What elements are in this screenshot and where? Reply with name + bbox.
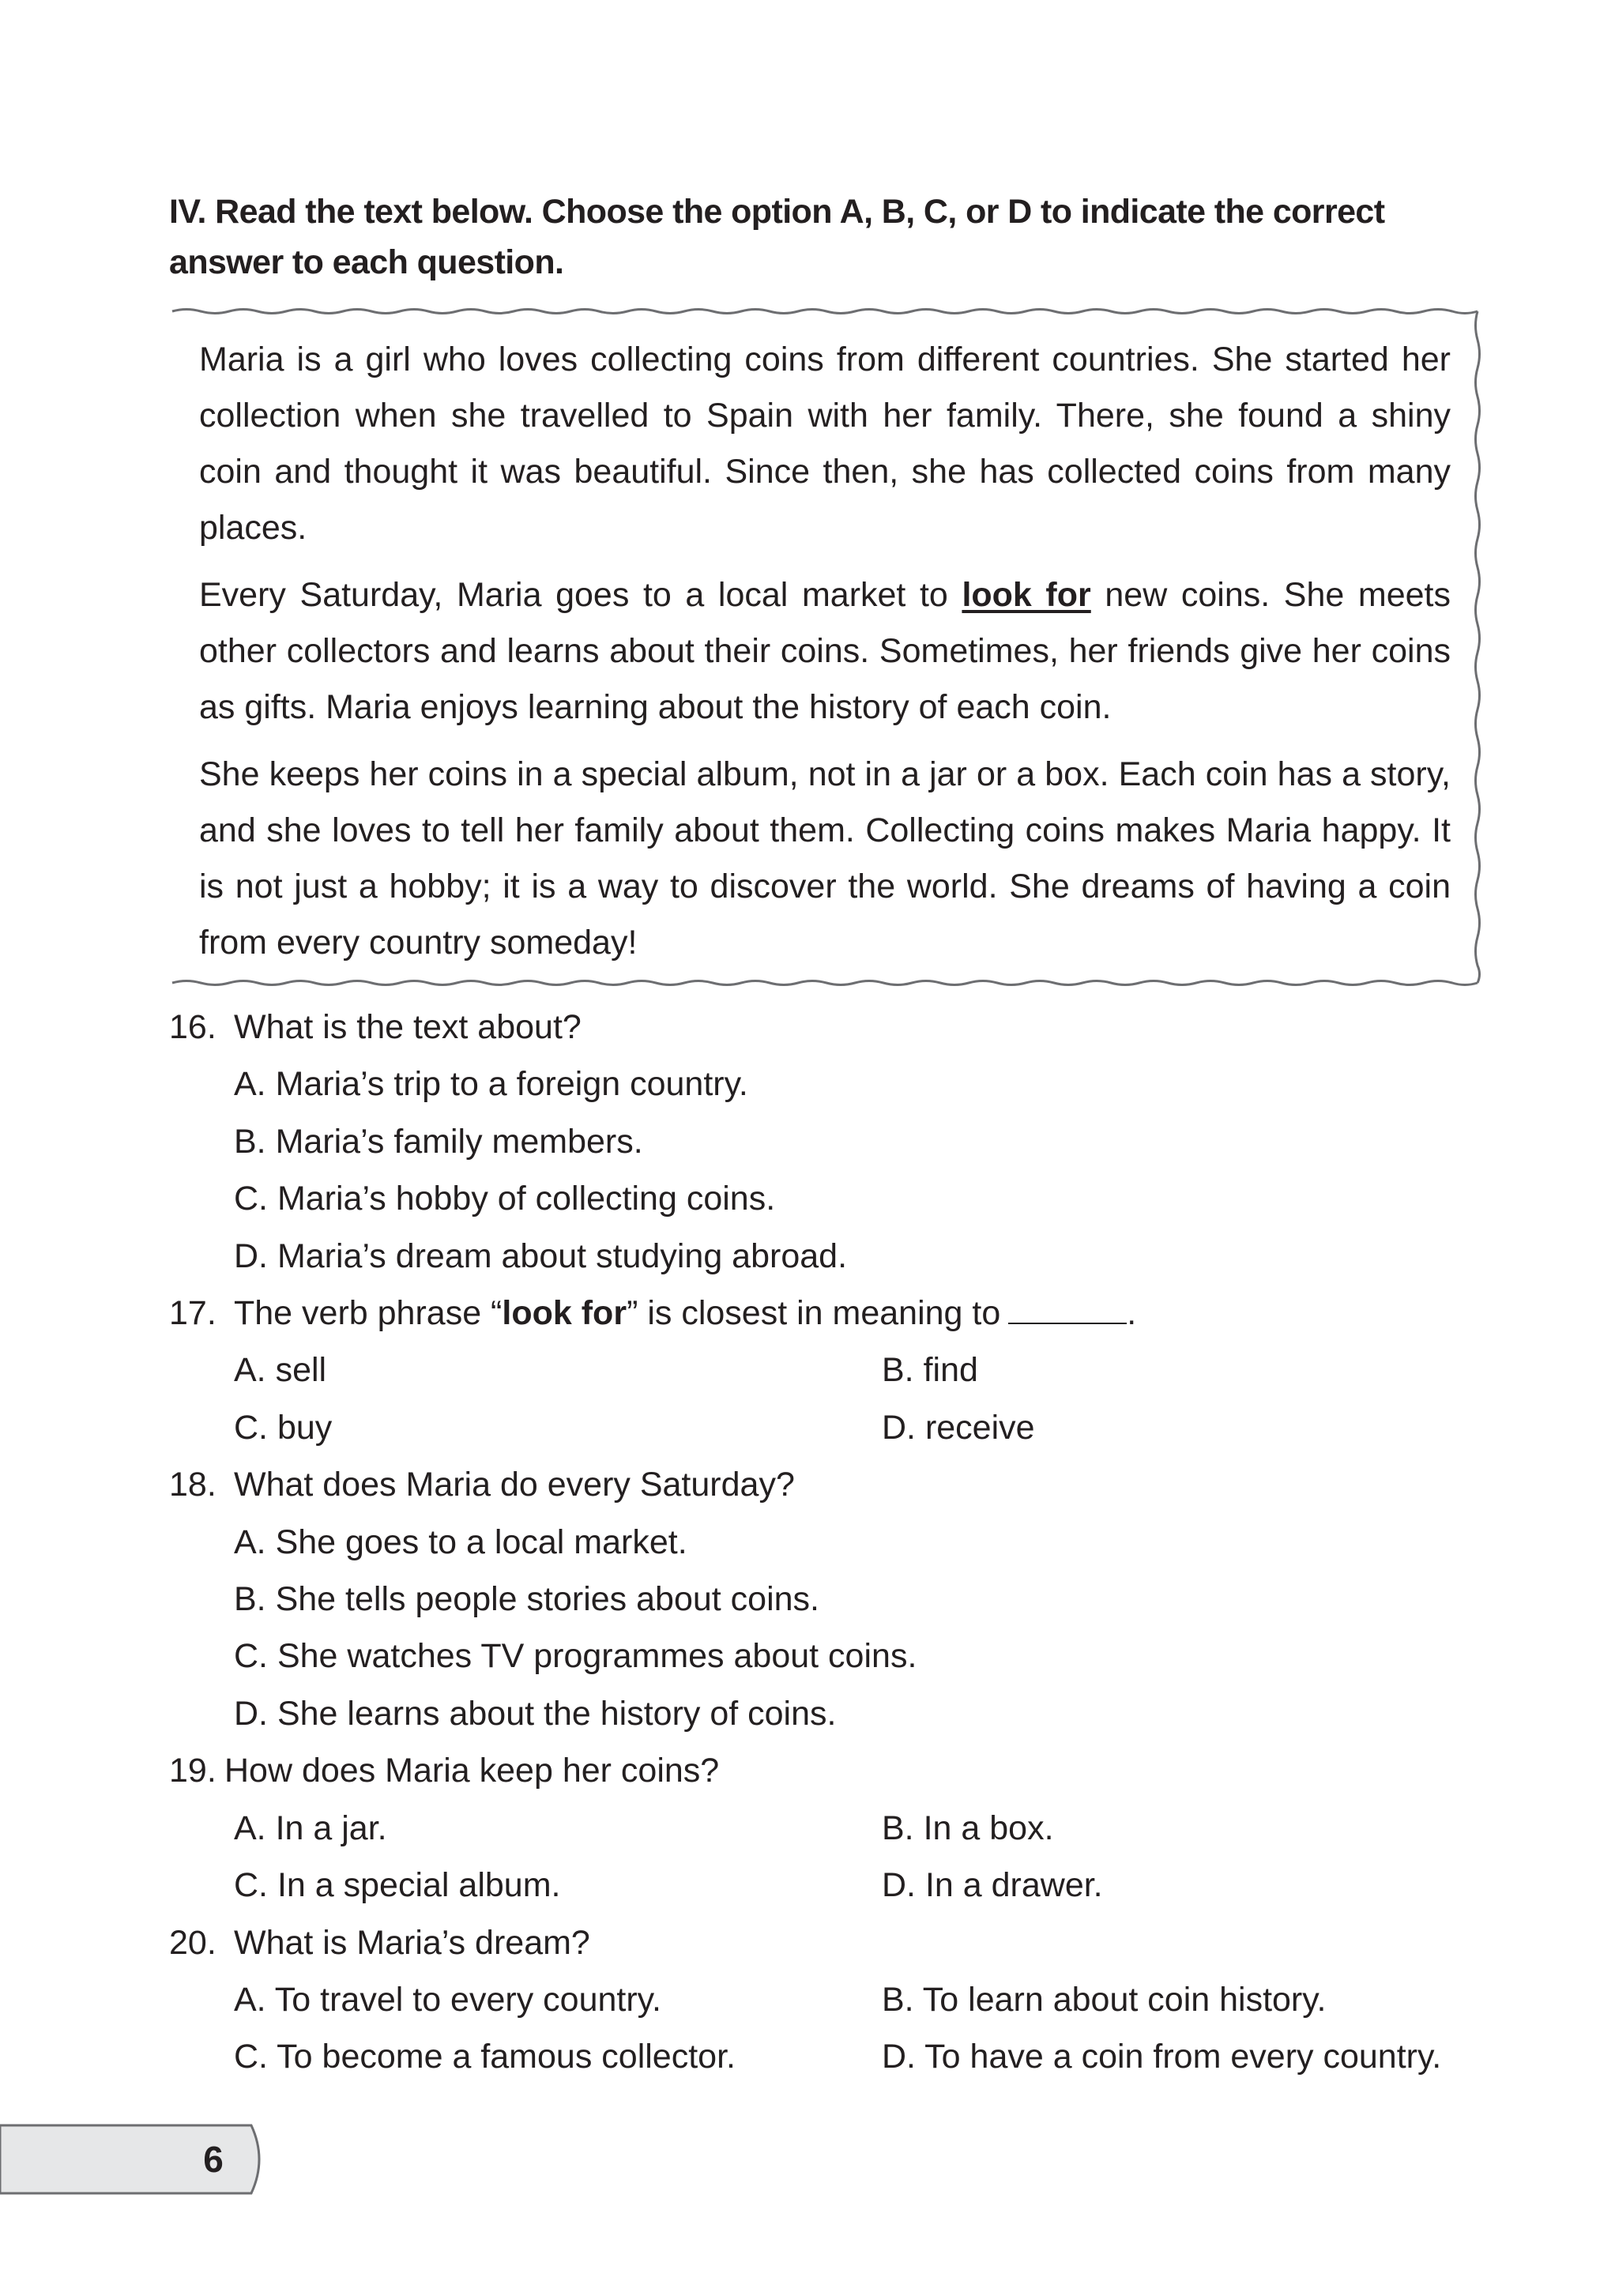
option-b[interactable]: B. In a box. — [882, 1809, 1054, 1847]
question-stem — [169, 1456, 1496, 1513]
question-text: What is the text about? — [234, 1008, 582, 1046]
question-number: 16. — [169, 1008, 216, 1046]
question-text: What is Maria’s dream? — [234, 1923, 590, 1962]
option-c[interactable]: C. She watches TV programmes about coins. — [234, 1637, 917, 1676]
question-stem — [169, 999, 1496, 1056]
question-text: What does Maria do every Saturday? — [234, 1466, 795, 1504]
section-instruction: IV. Read the text below. Choose the option A, B, C, or D to indicate the correct answer to each question. — [169, 193, 1385, 281]
option-d[interactable]: D. In a drawer. — [882, 1866, 1103, 1905]
question-text: How does Maria keep her coins? — [224, 1752, 720, 1790]
option-row — [169, 1399, 1496, 1456]
reading-passage — [199, 332, 1451, 982]
option-d[interactable]: D. To have a coin from every country. — [882, 2038, 1442, 2076]
question-20 — [169, 1914, 1496, 2086]
option-b[interactable]: B. To learn about coin history. — [882, 1980, 1327, 2019]
question-number: 18. — [169, 1466, 216, 1504]
question-16 — [169, 999, 1496, 1285]
option-a[interactable]: A. To travel to every country. — [234, 1980, 661, 2019]
option-row — [169, 2028, 1496, 2085]
question-17 — [169, 1285, 1496, 1456]
option-c[interactable]: C. buy — [234, 1408, 333, 1447]
question-text — [234, 1285, 1136, 1342]
question-18 — [169, 1456, 1496, 1742]
question-stem — [169, 1742, 1496, 1799]
wavy-border-segment — [1476, 311, 1480, 983]
option-c[interactable]: C. To become a famous collector. — [234, 2038, 736, 2076]
option-a[interactable]: A. Maria’s trip to a foreign country. — [234, 1065, 748, 1104]
passage-keyword-look-for: look for — [962, 576, 1091, 614]
passage-paragraph-2-end: new coins. She meets other collectors and learns about their coins. Sometimes, her friends give her coins as gifts. Maria enjoys learning about the history of each coin. — [199, 576, 1451, 726]
option-a[interactable]: A. She goes to a local market. — [234, 1523, 687, 1561]
option-d[interactable]: D. Maria’s dream about studying abroad. — [234, 1236, 848, 1275]
option-b[interactable]: B. She tells people stories about coins. — [234, 1580, 819, 1619]
option-row — [169, 1800, 1496, 1857]
question-text-end: . — [1127, 1294, 1137, 1333]
option-c[interactable]: C. Maria’s hobby of collecting coins. — [234, 1180, 776, 1218]
option-row — [169, 1971, 1496, 2028]
option-a[interactable]: A. In a jar. — [234, 1809, 387, 1847]
question-number: 17. — [169, 1294, 216, 1333]
passage-paragraph-3: She keeps her coins in a special album, not in a jar or a box. Each coin has a story, and she loves to tell her family about them. Collecting coins makes Maria happy. It is not just a hobby; it is a way to discover the world. She dreams of having a coin from every country someday! — [199, 755, 1451, 962]
question-keyword-look-for: look for — [502, 1294, 627, 1333]
option-b[interactable]: B. Maria’s family members. — [234, 1122, 643, 1161]
option-row — [169, 1857, 1496, 1914]
question-stem — [169, 1285, 1496, 1342]
option-c[interactable]: C. In a special album. — [234, 1866, 561, 1905]
question-number: 20. — [169, 1923, 216, 1962]
passage-paragraph-1: Maria is a girl who loves collecting coins from different countries. She started her collection when she travelled to Spain with her family. There, she found a shiny coin and thought it was beautiful. Since then, she has collected coins from many places. — [199, 341, 1451, 547]
passage-paragraph-2-start: Every Saturday, Maria goes to a local market to — [199, 576, 962, 614]
answer-blank[interactable] — [1008, 1296, 1127, 1324]
question-stem — [169, 1914, 1496, 1971]
option-d[interactable]: D. receive — [882, 1408, 1035, 1447]
page-number: 6 — [203, 2139, 224, 2180]
question-number: 19. — [169, 1752, 216, 1790]
option-row — [169, 1342, 1496, 1398]
option-d[interactable]: D. She learns about the history of coins. — [234, 1694, 837, 1733]
option-a[interactable]: A. sell — [234, 1351, 327, 1390]
question-text-start: The verb phrase “ — [234, 1294, 503, 1333]
passage-paragraph-2 — [199, 567, 1451, 736]
question-19 — [169, 1742, 1496, 1914]
option-b[interactable]: B. find — [882, 1351, 978, 1390]
question-text-middle: ” is closest in meaning to — [627, 1294, 1001, 1333]
question-list — [169, 999, 1496, 2086]
wavy-border-segment — [172, 310, 1478, 314]
